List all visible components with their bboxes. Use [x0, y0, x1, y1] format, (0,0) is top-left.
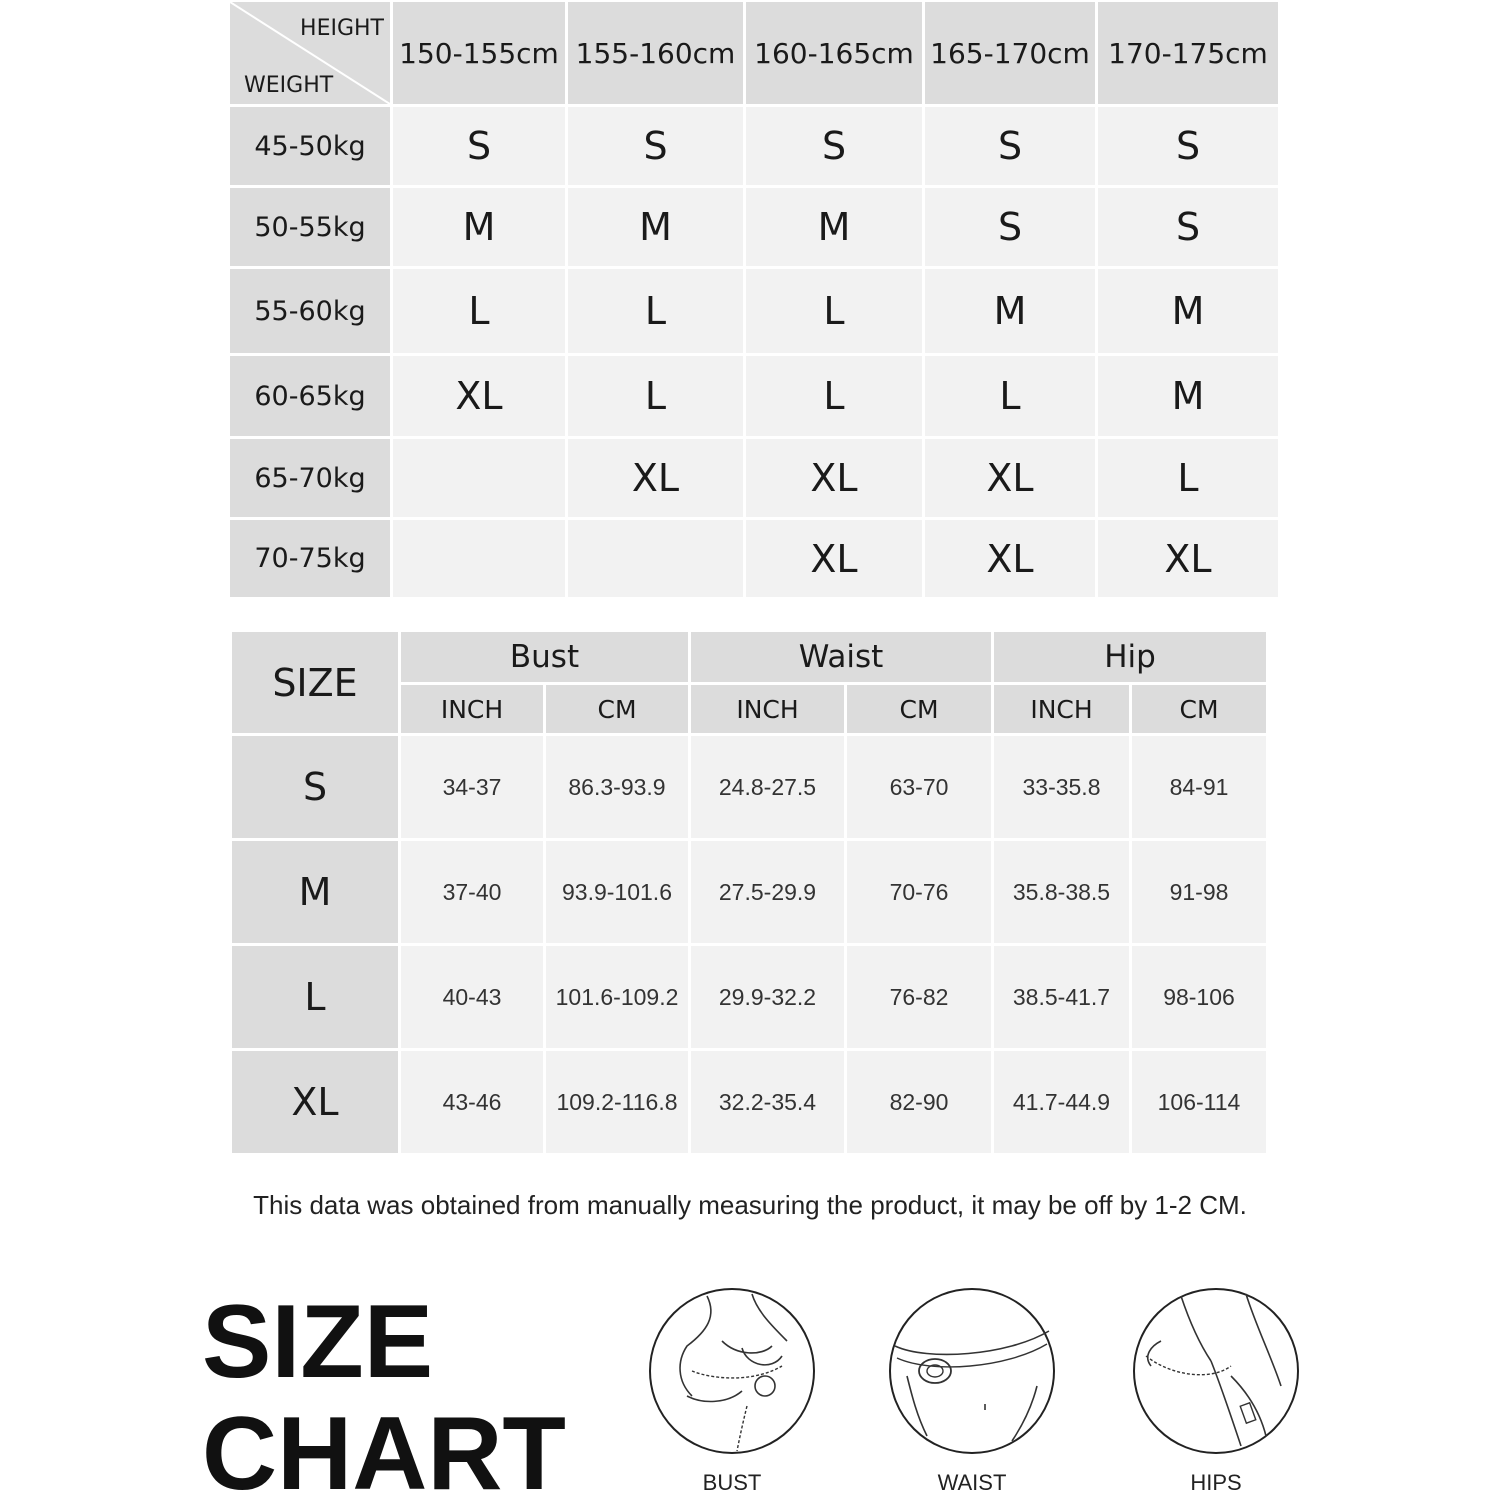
weight-row-label: 45-50kg [230, 107, 390, 185]
measure-cell: 98-106 [1132, 946, 1266, 1048]
size-cell: S [1098, 188, 1278, 266]
size-cell: L [1098, 439, 1278, 517]
height-header: 160-165cm [746, 2, 922, 104]
bust-measure-icon [647, 1286, 817, 1456]
measure-cell: 29.9-32.2 [691, 946, 844, 1048]
size-cell: S [925, 188, 1095, 266]
unit-header: INCH [994, 685, 1129, 733]
measure-cell: 38.5-41.7 [994, 946, 1129, 1048]
size-cell: XL [568, 439, 743, 517]
size-cell: M [746, 188, 922, 266]
measurements-table [232, 632, 1261, 1156]
size-cell: L [568, 269, 743, 353]
measure-cell: 82-90 [847, 1051, 991, 1153]
height-axis-label: HEIGHT [300, 16, 384, 41]
size-cell [393, 520, 565, 597]
measure-cell: 70-76 [847, 841, 991, 943]
measurement-note: This data was obtained from manually measuring the product, it may be off by 1-2 CM. [253, 1190, 1247, 1220]
size-cell: L [746, 356, 922, 436]
size-row-label: L [232, 946, 398, 1048]
size-cell: L [568, 356, 743, 436]
title-chart: CHART [202, 1396, 566, 1512]
hip-group-header: Hip [994, 632, 1266, 682]
size-cell: M [568, 188, 743, 266]
measure-cell: 33-35.8 [994, 736, 1129, 838]
weight-row-label: 70-75kg [230, 520, 390, 597]
size-cell: M [925, 269, 1095, 353]
bust-caption: BUST [702, 1470, 762, 1495]
measure-cell: 34-37 [401, 736, 543, 838]
size-row-label: M [232, 841, 398, 943]
hips-measure-icon [1131, 1286, 1301, 1456]
bust-figure [647, 1286, 817, 1496]
weight-row-label: 60-65kg [230, 356, 390, 436]
size-cell [568, 520, 743, 597]
size-cell: XL [746, 439, 922, 517]
height-header: 170-175cm [1098, 2, 1278, 104]
size-cell: XL [393, 356, 565, 436]
unit-header: INCH [401, 685, 543, 733]
unit-header: CM [847, 685, 991, 733]
size-cell: M [1098, 356, 1278, 436]
measure-cell: 40-43 [401, 946, 543, 1048]
size-cell: S [746, 107, 922, 185]
size-cell: XL [925, 520, 1095, 597]
height-weight-size-table [230, 2, 1268, 581]
size-row-label: S [232, 736, 398, 838]
size-cell [393, 439, 565, 517]
size-row-label: XL [232, 1051, 398, 1153]
hips-caption: HIPS [1190, 1470, 1242, 1495]
waist-group-header: Waist [691, 632, 991, 682]
size-cell: L [925, 356, 1095, 436]
weight-axis-label: WEIGHT [244, 73, 334, 98]
table-corner-header [230, 2, 390, 104]
size-cell: S [568, 107, 743, 185]
measure-cell: 35.8-38.5 [994, 841, 1129, 943]
height-header: 165-170cm [925, 2, 1095, 104]
unit-header: INCH [691, 685, 844, 733]
size-cell: S [925, 107, 1095, 185]
weight-row-label: 65-70kg [230, 439, 390, 517]
height-header: 150-155cm [393, 2, 565, 104]
hips-figure [1131, 1286, 1301, 1496]
measure-cell: 37-40 [401, 841, 543, 943]
measure-cell: 41.7-44.9 [994, 1051, 1129, 1153]
measure-cell: 63-70 [847, 736, 991, 838]
measure-cell: 27.5-29.9 [691, 841, 844, 943]
measure-cell: 32.2-35.4 [691, 1051, 844, 1153]
size-cell: XL [925, 439, 1095, 517]
measure-cell: 76-82 [847, 946, 991, 1048]
measure-cell: 93.9-101.6 [546, 841, 688, 943]
size-cell: S [1098, 107, 1278, 185]
size-cell: S [393, 107, 565, 185]
waist-figure [887, 1286, 1057, 1496]
size-cell: XL [746, 520, 922, 597]
measure-cell: 43-46 [401, 1051, 543, 1153]
measure-cell: 101.6-109.2 [546, 946, 688, 1048]
size-column-header: SIZE [232, 632, 398, 733]
size-cell: L [746, 269, 922, 353]
size-cell: L [393, 269, 565, 353]
measure-cell: 109.2-116.8 [546, 1051, 688, 1153]
bust-group-header: Bust [401, 632, 688, 682]
weight-row-label: 50-55kg [230, 188, 390, 266]
size-cell: M [1098, 269, 1278, 353]
measure-cell: 86.3-93.9 [546, 736, 688, 838]
measure-cell: 24.8-27.5 [691, 736, 844, 838]
waist-measure-icon [887, 1286, 1057, 1456]
title-size: SIZE [202, 1284, 434, 1400]
unit-header: CM [1132, 685, 1266, 733]
height-header: 155-160cm [568, 2, 743, 104]
measure-cell: 84-91 [1132, 736, 1266, 838]
unit-header: CM [546, 685, 688, 733]
weight-row-label: 55-60kg [230, 269, 390, 353]
size-cell: M [393, 188, 565, 266]
waist-caption: WAIST [937, 1470, 1007, 1495]
measure-cell: 106-114 [1132, 1051, 1266, 1153]
measure-cell: 91-98 [1132, 841, 1266, 943]
size-cell: XL [1098, 520, 1278, 597]
